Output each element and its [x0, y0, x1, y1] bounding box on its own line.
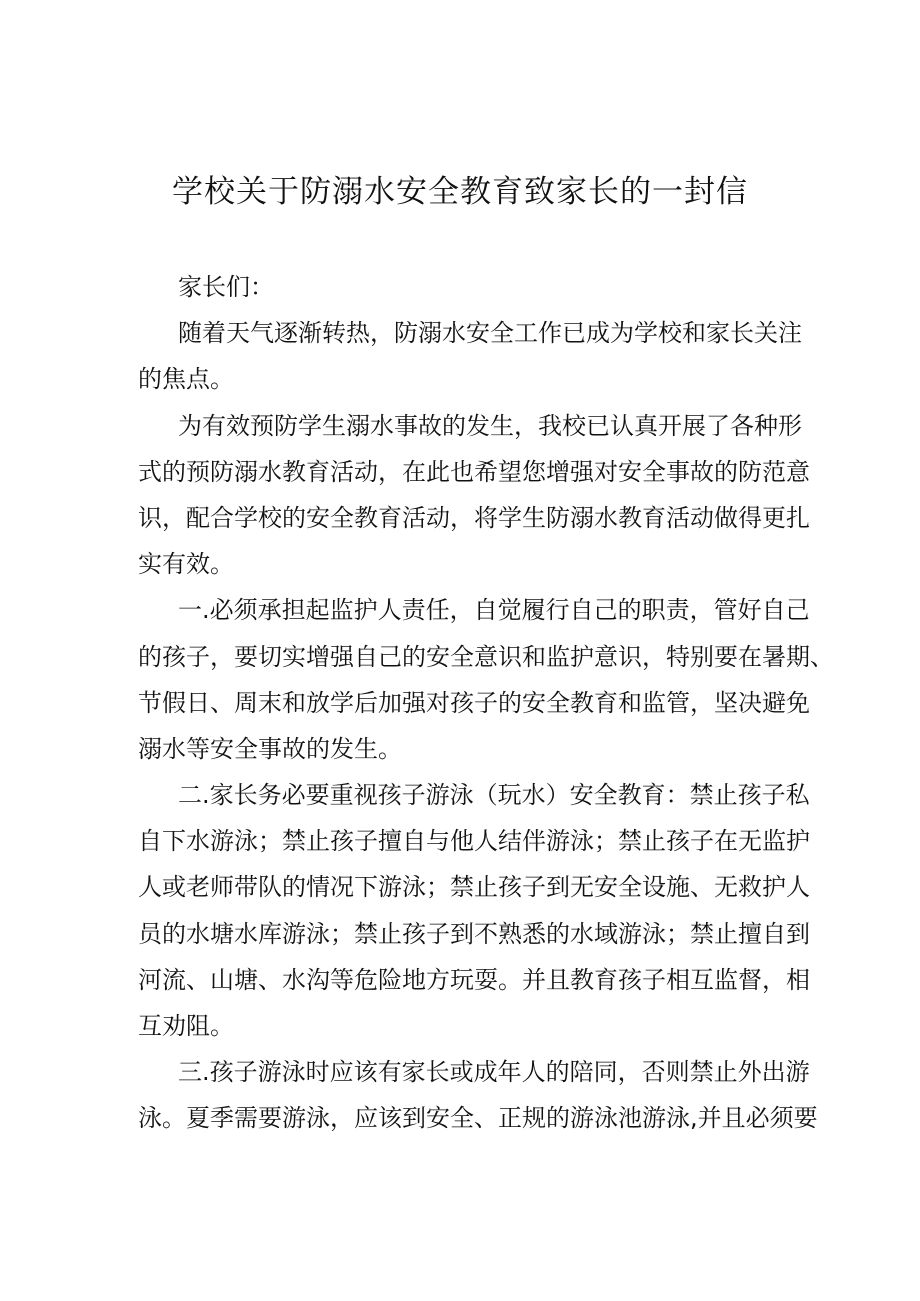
paragraph [138, 587, 834, 772]
paragraph-line: 二.家长务必要重视孩子游泳（玩水）安全教育：禁止孩子私 [178, 781, 810, 810]
paragraph-line: 随着天气逐渐转热，防溺水安全工作已成为学校和家长关注 [178, 319, 802, 348]
paragraph-line: 泳。夏季需要游泳，应该到安全、正规的游泳池游泳,并且必须要 [138, 1104, 818, 1133]
paragraph [138, 310, 802, 402]
paragraph-line: 溺水等安全事故的发生。 [138, 734, 402, 763]
paragraph-line: 三.孩子游泳时应该有家长或成年人的陪同，否则禁止外出游 [178, 1058, 810, 1087]
paragraph-line: 为有效预防学生溺水事故的发生，我校已认真开展了各种形 [178, 411, 802, 440]
paragraph [138, 772, 810, 1049]
paragraph-line: 人或老师带队的情况下游泳；禁止孩子到无安全设施、无救护人 [138, 873, 810, 902]
paragraph-line: 自下水游泳；禁止孩子擅自与他人结伴游泳；禁止孩子在无监护 [138, 827, 810, 856]
paragraph-line: 互劝阻。 [138, 1012, 234, 1040]
paragraph [138, 1049, 818, 1141]
paragraph-line: 河流、山塘、水沟等危险地方玩耍。并且教育孩子相互监督，相 [138, 965, 810, 994]
paragraph-line: 家长们： [178, 273, 274, 301]
paragraph [138, 403, 810, 588]
paragraph [138, 264, 792, 310]
paragraph-line: 的孩子，要切实增强自己的安全意识和监护意识，特别要在暑期、 [138, 642, 834, 671]
paragraph-line: 的焦点。 [138, 365, 234, 394]
paragraph-line: 识，配合学校的安全教育活动，将学生防溺水教育活动做得更扎 [138, 503, 810, 532]
letter-body [138, 264, 834, 1142]
paragraph-line: 实有效。 [138, 550, 234, 579]
document-title: 学校关于防溺水安全教育致家长的一封信 [172, 174, 748, 210]
paragraph-line: 式的预防溺水教育活动，在此也希望您增强对安全事故的防范意 [138, 457, 810, 486]
paragraph-line: 一.必须承担起监护人责任，自觉履行自己的职责，管好自己 [178, 596, 810, 625]
paragraph-line: 员的水塘水库游泳；禁止孩子到不熟悉的水域游泳；禁止擅自到 [138, 919, 810, 948]
paragraph-line: 节假日、周末和放学后加强对孩子的安全教育和监管，坚决避免 [138, 688, 810, 717]
